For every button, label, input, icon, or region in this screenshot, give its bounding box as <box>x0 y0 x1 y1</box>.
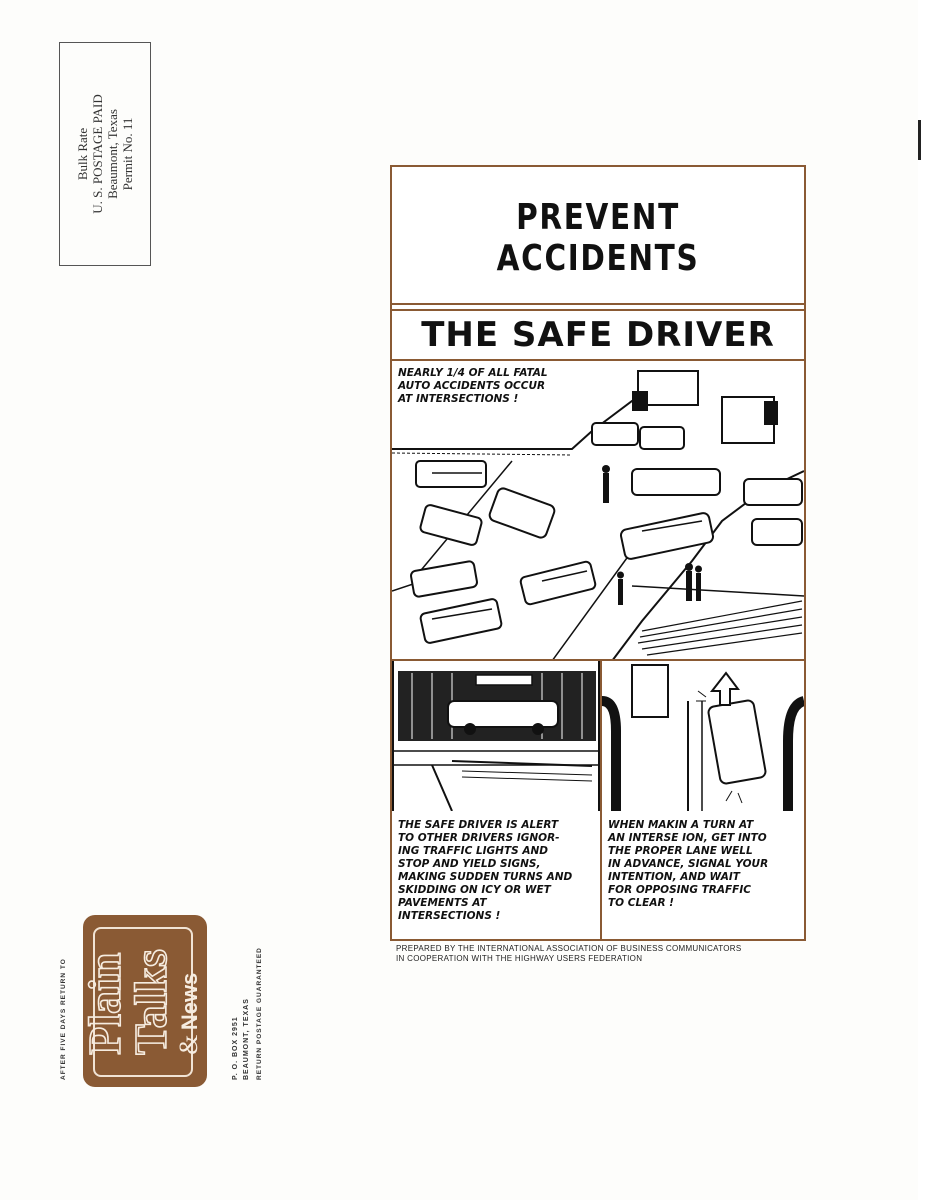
page-edge <box>918 0 927 1200</box>
right-caption-line-7: TO CLEAR ! <box>608 897 674 909</box>
return-postage-guaranteed: RETURN POSTAGE GUARANTEED <box>256 947 263 1080</box>
right-caption-line-2: AN INTERSE ION, GET INTO <box>608 832 767 844</box>
indicia-text <box>75 94 135 213</box>
turning-panel <box>602 661 804 939</box>
indicia-line-2: U. S. POSTAGE PAID <box>90 94 105 214</box>
turning-drawing <box>602 661 804 811</box>
right-caption <box>608 819 768 910</box>
indicia-line-4: Permit No. 11 <box>120 117 135 191</box>
left-caption-line-6: SKIDDING ON ICY OR WET <box>398 884 551 896</box>
poster-subtitle-box <box>392 309 804 361</box>
alert-driver-panel <box>392 661 602 939</box>
intersection-illustration <box>392 361 804 661</box>
intersection-drawing <box>392 361 804 661</box>
page-edge-mark <box>918 120 921 160</box>
right-caption-line-5: INTENTION, AND WAIT <box>608 871 740 883</box>
main-caption-line-2: AUTO ACCIDENTS OCCUR <box>398 380 546 392</box>
main-caption <box>398 367 548 406</box>
poster-subtitle: THE SAFE DRIVER <box>421 315 775 355</box>
logo-word-plain: Plain <box>79 952 130 1055</box>
credits-line-1: PREPARED BY THE INTERNATIONAL ASSOCIATION OF BUSINESS COMMUNICATORS <box>396 944 742 953</box>
postage-indicia <box>59 42 151 266</box>
left-caption-line-3: ING TRAFFIC LIGHTS AND <box>398 845 548 857</box>
return-label: AFTER FIVE DAYS RETURN TO <box>60 958 67 1080</box>
plain-talks-logo <box>79 915 207 1087</box>
indicia-line-1: Bulk Rate <box>75 127 90 181</box>
left-caption-line-7: PAVEMENTS AT <box>398 897 487 909</box>
main-caption-line-3: AT INTERSECTIONS ! <box>398 393 519 405</box>
right-caption-line-6: FOR OPPOSING TRAFFIC <box>608 884 751 896</box>
left-caption-line-1: THE SAFE DRIVER IS ALERT <box>398 819 559 831</box>
address-line-2: BEAUMONT, TEXAS <box>243 998 250 1080</box>
logo-frame <box>79 927 203 1077</box>
right-caption-line-4: IN ADVANCE, SIGNAL YOUR <box>608 858 769 870</box>
right-caption-line-3: THE PROPER LANE WELL <box>608 845 753 857</box>
left-caption-line-2: TO OTHER DRIVERS IGNOR- <box>398 832 560 844</box>
indicia-line-3: Beaumont, Texas <box>105 109 120 199</box>
main-caption-line-1: NEARLY 1/4 OF ALL FATAL <box>398 367 548 379</box>
logo-ampersand: & <box>174 1034 203 1055</box>
logo-word-talks: Talks <box>125 949 176 1055</box>
return-address <box>230 998 252 1080</box>
left-caption-line-5: MAKING SUDDEN TURNS AND <box>398 871 573 883</box>
poster-title-box <box>392 167 804 305</box>
credits-line-2: IN COOPERATION WITH THE HIGHWAY USERS FEDERATION <box>396 954 643 963</box>
left-caption-line-8: INTERSECTIONS ! <box>398 910 501 922</box>
poster-title: PREVENT ACCIDENTS <box>496 197 700 279</box>
left-caption <box>398 819 572 923</box>
logo-word-news: News <box>177 972 202 1031</box>
poster-credits <box>396 944 742 964</box>
right-caption-line-1: WHEN MAKIN A TURN AT <box>608 819 754 831</box>
safety-poster <box>390 165 806 941</box>
left-caption-line-4: STOP AND YIELD SIGNS, <box>398 858 541 870</box>
windshield-drawing <box>392 661 600 811</box>
logo-text-group <box>79 949 204 1055</box>
address-line-1: P. O. BOX 2951 <box>232 1016 239 1080</box>
